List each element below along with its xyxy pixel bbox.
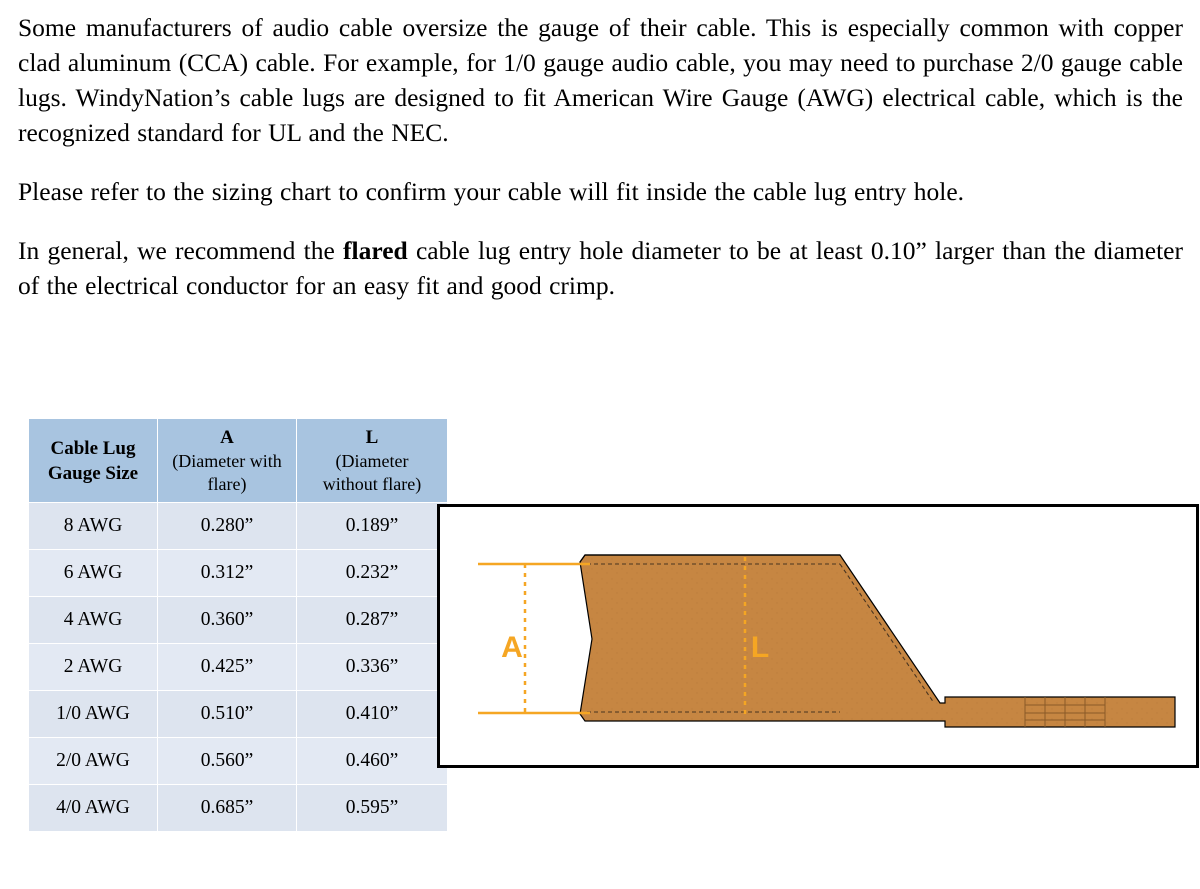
cell-l: 0.189” (297, 503, 448, 550)
column-header-gauge: Cable Lug Gauge Size (29, 419, 158, 503)
paragraph-3-emphasis: flared (343, 236, 408, 265)
cell-l: 0.410” (297, 691, 448, 738)
cell-a: 0.510” (158, 691, 297, 738)
cell-l: 0.460” (297, 738, 448, 785)
column-header-l (297, 419, 448, 503)
article-text (18, 10, 1183, 303)
cell-gauge: 1/0 AWG (29, 691, 158, 738)
cell-a: 0.560” (158, 738, 297, 785)
lug-body-shape (580, 555, 1175, 727)
table-row (29, 597, 448, 644)
table-row (29, 785, 448, 832)
table-row (29, 503, 448, 550)
cell-l: 0.287” (297, 597, 448, 644)
paragraph-3-after: cable lug entry hole diameter to be at least 0.10” larger than the diameter of the electrical conductor for an easy fit and good crimp. (18, 236, 1183, 300)
cell-l: 0.232” (297, 550, 448, 597)
table-header (29, 419, 448, 503)
cell-gauge: 6 AWG (29, 550, 158, 597)
paragraph-2: Please refer to the sizing chart to confirm your cable will fit inside the cable lug entry hole. (18, 177, 965, 206)
column-header-a-main: A (220, 427, 234, 448)
column-header-l-main: L (365, 427, 379, 448)
cell-l: 0.336” (297, 644, 448, 691)
l-dimension-label: L (750, 631, 770, 664)
cell-a: 0.360” (158, 597, 297, 644)
cell-gauge: 2 AWG (29, 644, 158, 691)
cable-lug-sizing-table (28, 418, 448, 832)
table-row (29, 550, 448, 597)
paragraph-3-before: In general, we recommend the (18, 236, 344, 265)
cell-a: 0.312” (158, 550, 297, 597)
column-header-a (158, 419, 297, 503)
table-header-row (29, 419, 448, 503)
cell-gauge: 4 AWG (29, 597, 158, 644)
paragraph-3 (18, 233, 1183, 303)
cable-lug-drawing (440, 507, 1196, 765)
column-header-l-sub: (Diameter without flare) (322, 451, 422, 494)
table-body (29, 503, 448, 832)
table-row (29, 644, 448, 691)
table-row (29, 738, 448, 785)
a-dimension-label: A (501, 631, 523, 664)
cable-lug-diagram (437, 504, 1199, 768)
table-row (29, 691, 448, 738)
cell-a: 0.280” (158, 503, 297, 550)
cell-gauge: 2/0 AWG (29, 738, 158, 785)
cell-l: 0.595” (297, 785, 448, 832)
cell-gauge: 8 AWG (29, 503, 158, 550)
column-header-a-sub: (Diameter with flare) (172, 451, 282, 494)
paragraph-1: Some manufacturers of audio cable oversize the gauge of their cable. This is especially common with copper clad aluminum (CCA) cable. For example, for 1/0 gauge audio cable, you may need to purchase 2/0 gauge cable lugs. WindyNation’s cable lugs are designed to fit American Wire Gauge (AWG) electrical cable, which is the recognized standard for UL and the NEC. (18, 13, 1183, 147)
cell-gauge: 4/0 AWG (29, 785, 158, 832)
cell-a: 0.425” (158, 644, 297, 691)
cell-a: 0.685” (158, 785, 297, 832)
